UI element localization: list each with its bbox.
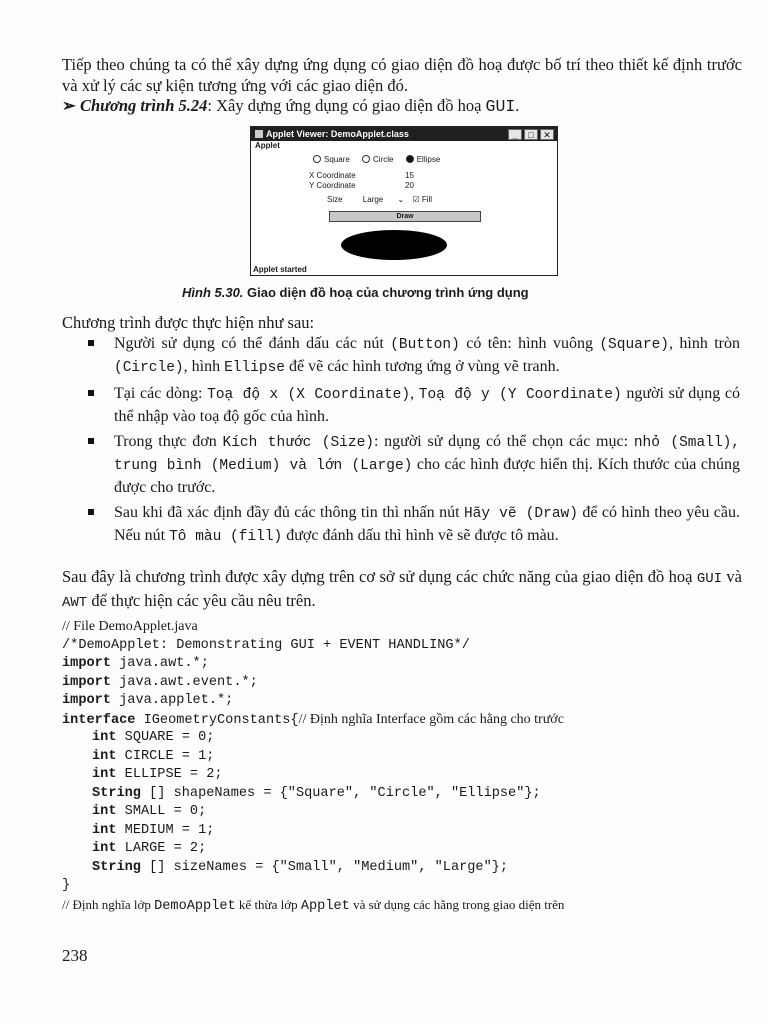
program-heading <box>62 96 519 116</box>
code-term: Ellipse <box>224 360 285 376</box>
code-line <box>62 655 752 674</box>
code-term: (Square) <box>599 337 669 353</box>
code-line <box>62 822 752 841</box>
program-label: Chương trình 5.24 <box>79 96 208 115</box>
draw-button[interactable]: Draw <box>329 211 481 222</box>
window-title: Applet Viewer: DemoApplet.class <box>266 129 409 139</box>
radio-ellipse[interactable] <box>406 155 441 164</box>
code-line <box>62 896 752 915</box>
code-term: Tô màu (fill) <box>169 529 283 545</box>
code-term: Kích thước (Size) <box>222 435 374 451</box>
app-icon <box>255 130 263 138</box>
page-number: 238 <box>62 946 88 965</box>
code-line: /*DemoApplet: Demonstrating GUI + EVENT HANDLING*/ <box>62 637 470 653</box>
code-text: [] shapeNames = {"Square", "Circle", "Ellipse"}; <box>149 785 541 801</box>
keyword: int <box>92 804 117 819</box>
code-line <box>62 692 752 711</box>
bullet-text: : người sử dụng có thể chọn các mục: <box>373 433 634 450</box>
code-line <box>62 785 752 804</box>
keyword: interface <box>62 712 136 728</box>
y-coordinate-field[interactable]: 20 <box>405 181 414 190</box>
radio-circle-icon <box>362 155 370 163</box>
fill-checkbox-label: Fill <box>421 195 433 204</box>
paragraph-text: và <box>722 567 742 586</box>
list-item <box>80 431 740 498</box>
bullet-text: có tên: hình vuông <box>459 335 600 352</box>
x-coordinate-field[interactable]: 15 <box>405 171 414 180</box>
gui-term: GUI <box>485 97 516 116</box>
code-term: (Circle) <box>114 360 184 376</box>
x-coordinate-label: X Coordinate <box>309 171 356 180</box>
drawn-ellipse <box>341 230 447 260</box>
code-comment: // Định nghĩa lớp <box>62 896 155 912</box>
bullet-text: Trong thực đơn <box>114 433 223 450</box>
bullet-text: Sau khi đã xác định đầy đủ các thông tin thì nhấn nút <box>114 504 464 521</box>
keyword: int <box>92 730 117 745</box>
figure-number: Hình 5.30. <box>182 285 244 300</box>
code-line <box>62 674 752 693</box>
y-coordinate-label: Y Coordinate <box>309 181 356 190</box>
gui-term: GUI <box>696 571 723 587</box>
figure-caption-text: Giao diện đồ hoạ của chương trình ứng dụng <box>243 285 529 300</box>
code-comment: // Định nghĩa Interface gồm các hằng cho trước <box>298 711 564 727</box>
size-row <box>327 195 432 204</box>
keyword: int <box>92 748 117 764</box>
code-term: Hãy vẽ (Draw) <box>463 506 578 522</box>
fill-checkbox-icon[interactable]: ☑ <box>412 195 420 204</box>
code-line: // File DemoApplet.java <box>62 619 198 634</box>
program-title: : Xây dựng ứng dụng có giao diện đồ hoạ <box>207 96 486 115</box>
code-text: SMALL = 0; <box>124 804 207 819</box>
paragraph-text: để thực hiện các yêu cầu nêu trên. <box>87 591 316 610</box>
bullet-text: để vẽ các hình tương ứng ở vùng vẽ tranh. <box>285 358 560 375</box>
keyword: import <box>62 693 111 708</box>
code-listing <box>62 618 752 914</box>
code-line <box>62 748 752 767</box>
bullet-text: Tại các dòng: <box>114 385 208 402</box>
y-coordinate-row <box>309 181 439 190</box>
applet-viewer-window <box>250 126 558 276</box>
code-term: DemoApplet <box>154 898 236 914</box>
list-item <box>80 502 740 548</box>
x-coordinate-row <box>309 171 439 180</box>
keyword: import <box>62 656 111 671</box>
paragraph-text: Sau đây là chương trình được xây dựng trên cơ sở sử dụng các chức năng của giao diện đồ hoạ <box>62 567 697 586</box>
code-text: CIRCLE = 1; <box>124 748 215 764</box>
radio-ellipse-label: Ellipse <box>416 155 441 164</box>
figure-caption <box>182 285 529 300</box>
code-line <box>62 729 752 748</box>
bullet-text: , hình <box>183 358 225 375</box>
code-line <box>62 840 752 859</box>
chevron-down-icon[interactable]: ⌄ <box>397 195 405 204</box>
bullet-text: được đánh dấu thì hình vẽ sẽ được tô màu. <box>282 527 559 544</box>
bullet-text: cho các hình được hiển thị. Kích thước của chúng được cho trước. <box>114 456 740 496</box>
status-bar: Applet started <box>253 265 307 274</box>
window-titlebar <box>251 127 557 141</box>
code-comment: kế thừa lớp <box>235 896 301 912</box>
code-term: (Button) <box>390 337 460 353</box>
arrow-icon: ➢ <box>62 96 76 115</box>
radio-selected-icon <box>406 155 414 163</box>
keyword: int <box>92 841 117 856</box>
shape-radio-group <box>313 155 450 164</box>
bullet-text: để có hình theo yêu cầu. Nếu nút <box>114 504 741 544</box>
keyword: import <box>62 674 111 690</box>
intro-paragraph: Tiếp theo chúng ta có thể xây dựng ứng dụng có giao diện đồ hoạ được bố trí theo thiết kế định trước và xử lý các sự kiện tương ứng với các giao diện đó. <box>62 55 742 95</box>
bullet-text: , <box>410 385 419 402</box>
radio-circle-icon <box>313 155 321 163</box>
radio-square-label: Square <box>324 155 350 164</box>
radio-circle-label: Circle <box>373 155 394 164</box>
keyword: String <box>92 859 141 875</box>
code-text: [] sizeNames = {"Small", "Medium", "Large"}; <box>149 859 509 875</box>
keyword: String <box>92 785 141 801</box>
minimize-button[interactable]: _ <box>508 129 522 140</box>
code-line: } <box>62 878 71 893</box>
code-line <box>62 766 752 785</box>
size-label: Size <box>327 195 343 204</box>
code-intro-paragraph <box>62 566 742 614</box>
code-text: LARGE = 2; <box>124 841 207 856</box>
heading-period: . <box>515 96 520 115</box>
bullet-text: , hình tròn <box>668 335 740 352</box>
code-text: MEDIUM = 1; <box>124 822 215 838</box>
keyword: int <box>92 822 117 838</box>
awt-term: AWT <box>62 595 88 611</box>
code-text: java.awt.event.*; <box>119 674 258 690</box>
code-term: nhỏ (Small), trung bình (Medium) và lớn (Large) <box>114 435 740 474</box>
code-text: java.awt.*; <box>119 656 209 671</box>
code-term: Applet <box>300 898 350 914</box>
list-item <box>80 383 740 427</box>
maximize-button[interactable]: □ <box>524 129 538 140</box>
lead-paragraph: Chương trình được thực hiện như sau: <box>62 313 315 332</box>
list-item <box>80 333 740 379</box>
radio-square[interactable] <box>313 155 350 164</box>
bullet-list <box>80 333 740 552</box>
bullet-text: Người sử dụng có thể đánh dấu các nút <box>114 335 391 352</box>
code-text: java.applet.*; <box>119 693 234 708</box>
code-line <box>62 859 752 878</box>
code-line <box>62 803 752 822</box>
size-select[interactable]: Large <box>362 195 384 204</box>
code-text: IGeometryConstants{ <box>143 712 299 728</box>
applet-menu[interactable]: Applet <box>255 141 280 150</box>
code-text: SQUARE = 0; <box>124 730 215 745</box>
bullet-text: người sử dụng có thể nhập vào toạ độ gốc của hình. <box>114 385 741 425</box>
code-line <box>62 711 752 730</box>
code-term: Toạ độ y (Y Coordinate) <box>418 387 622 403</box>
close-button[interactable]: ✕ <box>540 129 554 140</box>
radio-circle[interactable] <box>362 155 393 164</box>
code-comment: và sử dụng các hằng trong giao diện trên <box>349 896 565 912</box>
code-text: ELLIPSE = 2; <box>124 767 223 782</box>
keyword: int <box>92 767 117 782</box>
code-term: Toạ độ x (X Coordinate) <box>207 387 411 403</box>
